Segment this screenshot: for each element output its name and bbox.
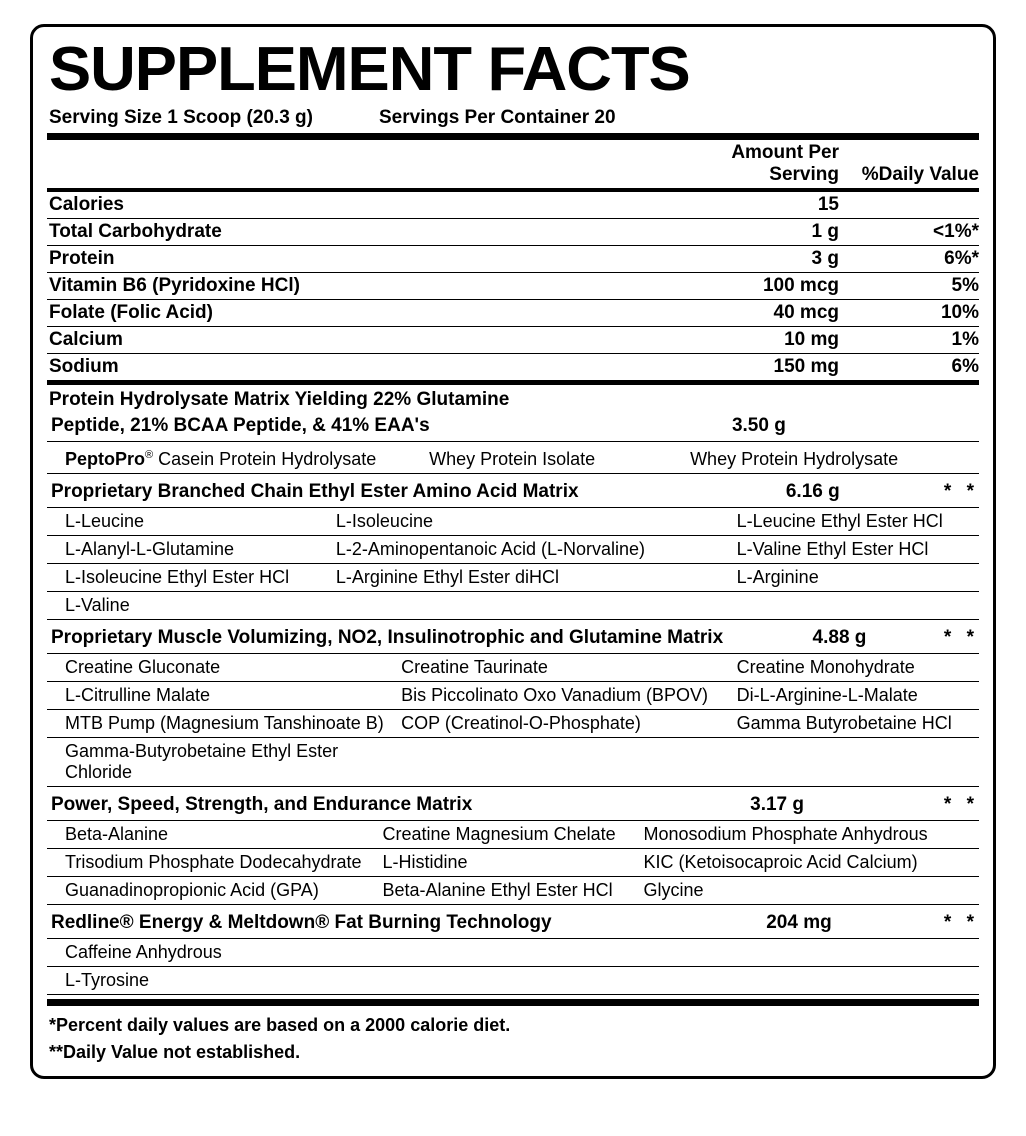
nutrient-header-blank xyxy=(47,140,679,188)
ingredient-table xyxy=(47,939,979,995)
ingredient: Caffeine Anhydrous xyxy=(47,939,979,967)
table-row xyxy=(47,592,979,620)
ingredient-rest: Casein Protein Hydrolysate xyxy=(153,449,377,469)
table-row xyxy=(47,192,979,219)
ingredient: L-Leucine xyxy=(47,508,336,536)
blend-header xyxy=(47,905,979,938)
nutrient-dv: 6%* xyxy=(839,246,979,273)
blend-amount: 6.16 g xyxy=(785,481,840,502)
blend-name: Redline® Energy & Meltdown® Fat Burning Technology xyxy=(51,912,552,933)
supplement-facts-panel xyxy=(30,24,996,1079)
ingredient-table xyxy=(47,508,979,620)
blend-name: Power, Speed, Strength, and Endurance Matrix xyxy=(51,794,473,815)
ingredient: Creatine Gluconate xyxy=(47,654,401,682)
ingredient: Whey Protein Hydrolysate xyxy=(690,442,979,474)
ingredient-table xyxy=(47,821,979,905)
nutrient-name: Total Carbohydrate xyxy=(47,219,679,246)
ingredient: Di-L-Arginine-L-Malate xyxy=(737,682,979,710)
blend-amount: 3.50 g xyxy=(731,415,786,436)
ingredient: Trisodium Phosphate Dodecahydrate xyxy=(47,849,383,877)
nutrient-name: Vitamin B6 (Pyridoxine HCl) xyxy=(47,273,679,300)
ingredient: L-Isoleucine Ethyl Ester HCl xyxy=(47,564,336,592)
nutrient-header-row xyxy=(47,140,979,188)
table-row xyxy=(47,442,979,474)
brand-name: PeptoPro xyxy=(65,449,146,469)
nutrient-amount: 10 mg xyxy=(679,327,839,354)
nutrient-name: Sodium xyxy=(47,354,679,381)
ingredient: Glycine xyxy=(643,877,979,905)
nutrient-dv: 6% xyxy=(839,354,979,381)
table-row xyxy=(47,967,979,995)
ingredient: Gamma Butyrobetaine HCl xyxy=(737,710,979,738)
ingredient: L-Leucine Ethyl Ester HCl xyxy=(737,508,979,536)
nutrient-amount: 1 g xyxy=(679,219,839,246)
blend-header xyxy=(47,474,979,507)
ingredient: L-Citrulline Malate xyxy=(47,682,401,710)
nutrient-name: Protein xyxy=(47,246,679,273)
ingredient-table xyxy=(47,654,979,787)
table-row xyxy=(47,939,979,967)
ingredient: Creatine Magnesium Chelate xyxy=(383,821,644,849)
footnote-daily-values: *Percent daily values are based on a 2000 calorie diet. xyxy=(49,1015,511,1035)
blend-star: * * xyxy=(943,627,979,648)
ingredient: Beta-Alanine xyxy=(47,821,383,849)
nutrient-rows xyxy=(47,192,979,381)
registered-mark: ® xyxy=(145,449,154,461)
nutrient-table xyxy=(47,140,979,188)
table-row xyxy=(47,738,979,787)
nutrient-amount: 150 mg xyxy=(679,354,839,381)
ingredient: L-Alanyl-L-Glutamine xyxy=(47,536,336,564)
nutrient-amount: 15 xyxy=(679,192,839,219)
blend-star: * * xyxy=(943,481,979,502)
blend-name: Proprietary Branched Chain Ethyl Ester Amino Acid Matrix xyxy=(51,481,579,502)
table-row xyxy=(47,564,979,592)
ingredient: Beta-Alanine Ethyl Ester HCl xyxy=(383,877,644,905)
blend-name-line1: Protein Hydrolysate Matrix Yielding 22% Glutamine xyxy=(49,389,510,410)
nutrient-dv: 10% xyxy=(839,300,979,327)
ingredient: Creatine Monohydrate xyxy=(737,654,979,682)
ingredient: L-Arginine xyxy=(737,564,979,592)
nutrient-amount: 3 g xyxy=(679,246,839,273)
table-row xyxy=(47,219,979,246)
nutrient-name: Folate (Folic Acid) xyxy=(47,300,679,327)
table-row xyxy=(47,536,979,564)
blend-header xyxy=(47,385,979,441)
serving-size: Serving Size 1 Scoop (20.3 g) xyxy=(49,107,313,128)
table-row xyxy=(47,682,979,710)
blend-star: * * xyxy=(943,912,979,933)
page-title: SUPPLEMENT FACTS xyxy=(49,35,690,104)
ingredient: Gamma-Butyrobetaine Ethyl Ester Chloride xyxy=(47,738,401,787)
ingredient xyxy=(737,738,979,787)
table-row xyxy=(47,273,979,300)
footnote-not-established: **Daily Value not established. xyxy=(49,1042,301,1062)
ingredient: L-2-Aminopentanoic Acid (L-Norvaline) xyxy=(336,536,737,564)
nutrient-amount: 40 mcg xyxy=(679,300,839,327)
nutrient-dv: 1% xyxy=(839,327,979,354)
column-header-amount: Amount Per Serving xyxy=(731,142,839,185)
ingredient: L-Tyrosine xyxy=(47,967,979,995)
table-row xyxy=(47,300,979,327)
table-row xyxy=(47,710,979,738)
ingredient: Creatine Taurinate xyxy=(401,654,737,682)
ingredient-table xyxy=(47,442,979,474)
nutrient-dv xyxy=(839,192,979,219)
ingredient: L-Arginine Ethyl Ester diHCl xyxy=(336,564,737,592)
column-header-daily-value: %Daily Value xyxy=(861,164,979,185)
ingredient xyxy=(401,738,737,787)
table-row xyxy=(47,246,979,273)
nutrient-name: Calories xyxy=(47,192,679,219)
table-row xyxy=(47,821,979,849)
blend-header xyxy=(47,787,979,820)
serving-info xyxy=(49,107,979,129)
table-row xyxy=(47,508,979,536)
blend-name: Proprietary Muscle Volumizing, NO2, Insulinotrophic and Glutamine Matrix xyxy=(51,627,724,648)
blend-star: * * xyxy=(943,794,979,815)
ingredient: Bis Piccolinato Oxo Vanadium (BPOV) xyxy=(401,682,737,710)
nutrient-dv: 5% xyxy=(839,273,979,300)
footnotes xyxy=(47,1006,979,1066)
nutrient-name: Calcium xyxy=(47,327,679,354)
blend-amount: 3.17 g xyxy=(750,794,805,815)
divider-thick-top xyxy=(47,133,979,140)
ingredient: Whey Protein Isolate xyxy=(429,442,690,474)
servings-per-container: Servings Per Container 20 xyxy=(379,107,616,128)
ingredient: Monosodium Phosphate Anhydrous xyxy=(643,821,979,849)
ingredient: L-Valine Ethyl Ester HCl xyxy=(737,536,979,564)
ingredient: L-Valine xyxy=(47,592,336,620)
blend-name-line2: Peptide, 21% BCAA Peptide, & 41% EAA's xyxy=(51,415,430,436)
ingredient: MTB Pump (Magnesium Tanshinoate B) xyxy=(47,710,401,738)
blend-header xyxy=(47,620,979,653)
table-row xyxy=(47,354,979,381)
table-row xyxy=(47,877,979,905)
ingredient xyxy=(336,592,737,620)
ingredient: Guanadinopropionic Acid (GPA) xyxy=(47,877,383,905)
table-row xyxy=(47,327,979,354)
nutrient-dv: <1%* xyxy=(839,219,979,246)
ingredient: KIC (Ketoisocaproic Acid Calcium) xyxy=(643,849,979,877)
divider-thick-bottom xyxy=(47,999,979,1006)
ingredient: L-Isoleucine xyxy=(336,508,737,536)
blend-star xyxy=(869,411,979,439)
table-row xyxy=(47,849,979,877)
ingredient xyxy=(47,442,429,474)
nutrient-amount: 100 mcg xyxy=(679,273,839,300)
ingredient: L-Histidine xyxy=(383,849,644,877)
blend-amount: 4.88 g xyxy=(812,627,867,648)
table-row xyxy=(47,654,979,682)
ingredient: COP (Creatinol-O-Phosphate) xyxy=(401,710,737,738)
ingredient xyxy=(737,592,979,620)
blend-amount: 204 mg xyxy=(766,912,832,933)
